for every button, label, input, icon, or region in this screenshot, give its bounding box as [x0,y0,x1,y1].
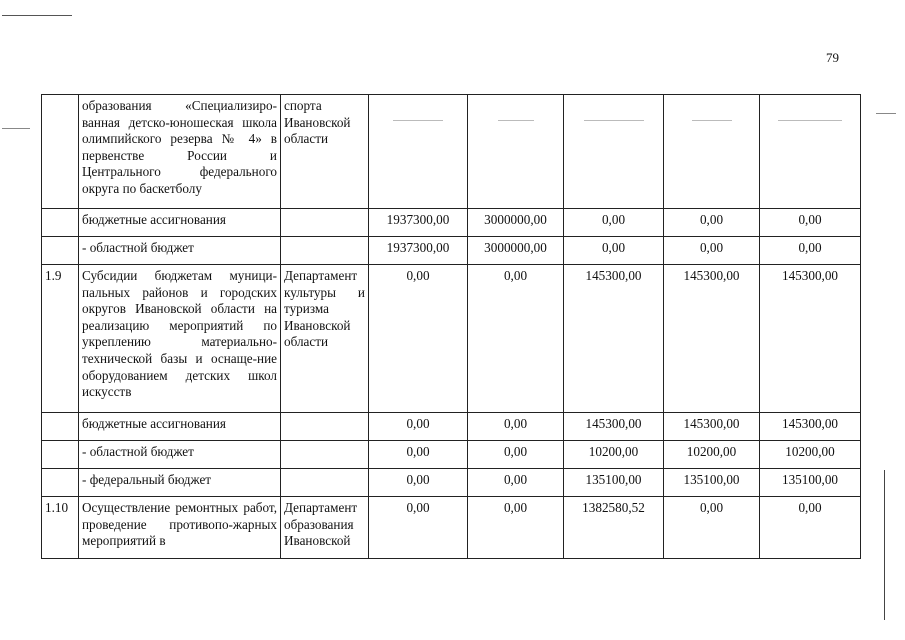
row-executor [281,441,369,469]
row-value: 0,00 [564,237,664,265]
row-executor [281,209,369,237]
row-value: 1937300,00 [369,237,468,265]
row-value: 1382580,52 [564,497,664,559]
table-row [42,497,861,559]
row-value: 0,00 [760,209,861,237]
table-row [42,413,861,441]
row-description: бюджетные ассигнования [79,209,281,237]
row-value: 0,00 [369,265,468,413]
row-value: 10200,00 [664,441,760,469]
row-description: Субсидии бюджетам муници-пальных районов и городских округов Ивановской области на реализацию мероприятий по укреплению материально-технической базы и оснаще-ние оборудованием детских школ искусств [79,265,281,413]
row-value [664,95,760,209]
scan-artifact-line [2,128,30,129]
row-code [42,237,79,265]
row-executor: Департамент образования Ивановской [281,497,369,559]
table-row [42,469,861,497]
row-description: Осуществление ремонтных работ, проведение противопо-жарных мероприятий в [79,497,281,559]
row-value: 0,00 [664,497,760,559]
row-executor: Департамент культуры и туризма Ивановской области [281,265,369,413]
row-value: 0,00 [369,413,468,441]
row-description: - областной бюджет [79,441,281,469]
row-description: бюджетные ассигнования [79,413,281,441]
row-value: 3000000,00 [468,237,564,265]
row-value: 10200,00 [760,441,861,469]
row-value: 0,00 [468,497,564,559]
row-value: 0,00 [468,265,564,413]
table-row [42,209,861,237]
row-value: 145300,00 [664,413,760,441]
row-value: 0,00 [369,497,468,559]
row-code [42,95,79,209]
budget-table [41,94,861,559]
page-number: 79 [826,50,839,65]
row-value: 135100,00 [664,469,760,497]
row-description: образования «Специализиро-ванная детско-юношеская школа олимпийского резерва № 4» в первенстве России и Центрального федерального округа по баскетболу [79,95,281,209]
row-value: 0,00 [369,469,468,497]
row-value: 0,00 [564,209,664,237]
scan-artifact-line [884,470,885,620]
row-value: 145300,00 [760,265,861,413]
row-value: 0,00 [664,237,760,265]
row-value: 0,00 [369,441,468,469]
row-value: 1937300,00 [369,209,468,237]
row-value: 0,00 [664,209,760,237]
scan-artifact-line [2,15,72,16]
row-value: 145300,00 [664,265,760,413]
row-value: 135100,00 [760,469,861,497]
row-executor [281,413,369,441]
row-value: 0,00 [468,469,564,497]
row-value: 0,00 [760,237,861,265]
row-code [42,413,79,441]
table-row [42,237,861,265]
row-description: - областной бюджет [79,237,281,265]
row-value: 10200,00 [564,441,664,469]
row-value: 145300,00 [564,265,664,413]
row-value: 0,00 [468,413,564,441]
table-row [42,265,861,413]
row-value: 0,00 [760,497,861,559]
row-code [42,469,79,497]
row-value: 3000000,00 [468,209,564,237]
row-value: 145300,00 [760,413,861,441]
table-row [42,441,861,469]
row-code [42,209,79,237]
row-value [564,95,664,209]
row-executor [281,237,369,265]
row-value: 145300,00 [564,413,664,441]
row-value: 0,00 [468,441,564,469]
row-code: 1.9 [42,265,79,413]
row-code [42,441,79,469]
row-code: 1.10 [42,497,79,559]
scan-artifact-line [876,113,896,114]
row-value [468,95,564,209]
row-value [760,95,861,209]
row-value: 135100,00 [564,469,664,497]
row-value [369,95,468,209]
row-executor [281,469,369,497]
row-executor: спорта Ивановской области [281,95,369,209]
row-description: - федеральный бюджет [79,469,281,497]
table-row [42,95,861,209]
